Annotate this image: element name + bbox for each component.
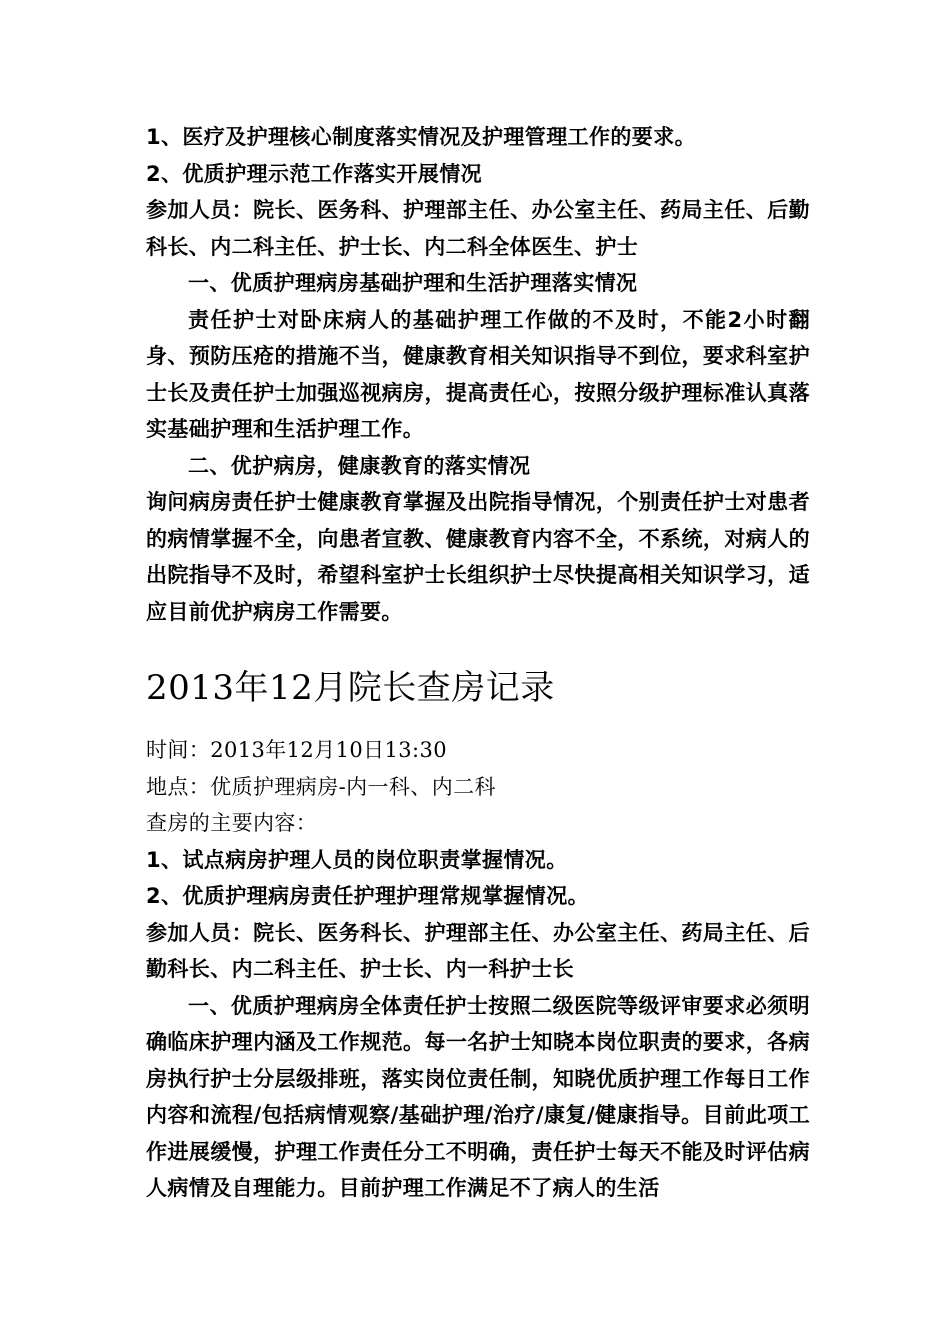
s2-item-2: 2、优质护理病房责任护理护理常规掌握情况。 <box>146 884 590 908</box>
s2-item-1: 1、试点病房护理人员的岗位职责掌握情况。 <box>146 847 568 872</box>
s2-location: 地点：优质护理病房-内一科、内二科 <box>146 774 496 799</box>
s1-point2-body: 询问病房责任护士健康教育掌握及出院指导情况，个别责任护士对患者的病情掌握不全，向患者宣教、健康教育内容不全，不系统，对病人的出院指导不及时，希望科室护士长组织护士尽快提高相关知识学习，适应目前优护病房工作需要。 <box>146 490 810 624</box>
s1-participants: 参加人员：院长、医务科、护理部主任、办公室主任、药局主任、后勤科长、内二科主任、护士长、内二科全体医生、护士 <box>146 198 810 259</box>
s1-point1-body: 责任护士对卧床病人的基础护理工作做的不及时，不能2小时翻身、预防压疮的措施不当，健康教育相关知识指导不到位，要求科室护士长及责任护士加强巡视病房，提高责任心，按照分级护理标准认真落实基础护理和生活护理工作。 <box>146 307 810 441</box>
s1-item-1: 1、医疗及护理核心制度落实情况及护理管理工作的要求。 <box>146 125 697 149</box>
s2-time: 时间：2013年12月10日13:30 <box>146 738 448 762</box>
s2-point1-body: 一、优质护理病房全体责任护士按照二级医院等级评审要求必须明确临床护理内涵及工作规范。每一名护士知晓本岗位职责的要求，各病房执行护士分层级排班，落实岗位责任制，知晓优质护理工作每日工作内容和流程/包括病情观察/基础护理/治疗/康复/健康指导。目前此项工作进展缓慢，护理工作责任分工不明确，责任护士每天不能及时评估病人病情及自理能力。目前护理工作满足不了病人的生活 <box>146 993 810 1200</box>
s2-title: 2013年12月院长查房记录 <box>146 668 555 708</box>
s2-participants: 参加人员：院长、医务科长、护理部主任、办公室主任、药局主任、后勤科长、内二科主任、护士长、内一科护士长 <box>146 920 810 981</box>
s1-point1-title: 一、优质护理病房基础护理和生活护理落实情况 <box>188 271 638 295</box>
s1-point2-title: 二、优护病房，健康教育的落实情况 <box>188 453 531 478</box>
s1-item-2: 2、优质护理示范工作落实开展情况 <box>146 161 483 186</box>
s2-content-label: 查房的主要内容： <box>146 811 318 835</box>
document-content <box>146 119 810 1207</box>
